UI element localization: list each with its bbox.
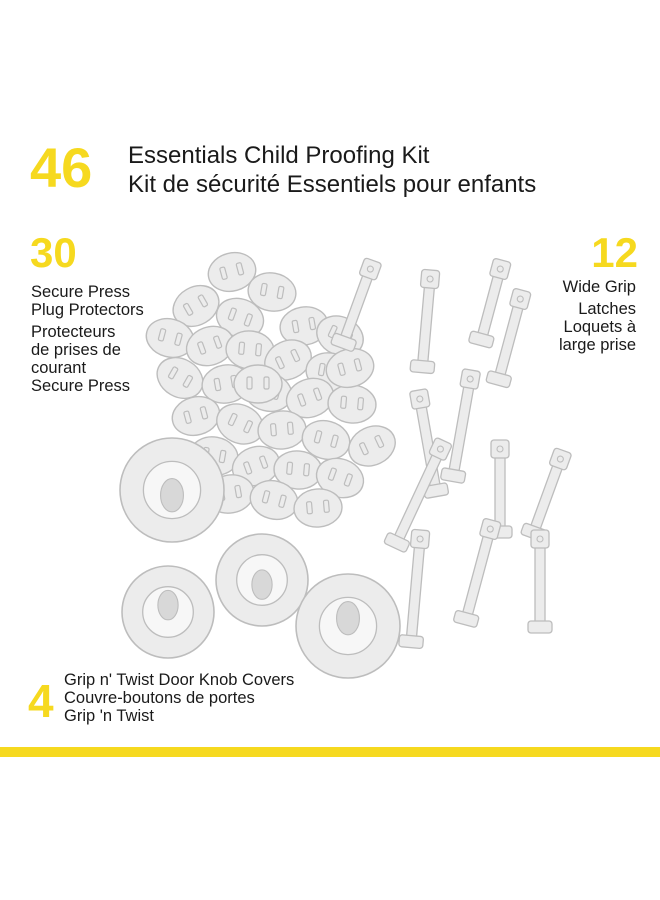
latches-line: large prise — [558, 336, 636, 354]
headline-title-fr: Kit de sécurité Essentiels pour enfants — [128, 171, 537, 198]
latch — [410, 269, 443, 374]
latches-line: Loquets à — [563, 318, 636, 336]
plug-protectors-label — [31, 283, 144, 395]
plug-protectors-line: de prises de — [31, 341, 121, 359]
plug-protectors-count: 30 — [30, 229, 77, 276]
plug-protectors-line: courant — [31, 359, 87, 377]
latch — [528, 530, 552, 633]
knob-cover — [122, 566, 214, 658]
knob-covers-line: Grip n' Twist Door Knob Covers — [64, 671, 295, 689]
knob-covers-label — [64, 671, 294, 725]
knob-cover — [216, 534, 308, 626]
knob-cover — [296, 574, 400, 678]
plug-protectors-line: Plug Protectors — [31, 301, 144, 319]
latches-count: 12 — [591, 229, 638, 276]
accent-divider-bar — [0, 747, 660, 757]
headline-title-en: Essentials Child Proofing Kit — [128, 142, 430, 169]
latches-line: Latches — [578, 300, 636, 318]
headline-count: 46 — [30, 136, 93, 199]
plug-protectors-line: Protecteurs — [31, 323, 116, 341]
latch — [440, 368, 483, 483]
latches-line: Wide Grip — [562, 278, 636, 296]
latch — [520, 446, 574, 542]
knob-covers-line: Grip 'n Twist — [64, 707, 154, 725]
plug-protectors-line: Secure Press — [31, 377, 131, 395]
latches-label — [559, 278, 636, 354]
plug-protector — [234, 365, 282, 403]
latch — [453, 517, 504, 628]
plug-protectors-line: Secure Press — [31, 283, 131, 301]
knob-covers-line: Couvre-boutons de portes — [64, 689, 255, 707]
knob-cover — [120, 438, 224, 542]
knob-covers-count: 4 — [28, 675, 54, 727]
